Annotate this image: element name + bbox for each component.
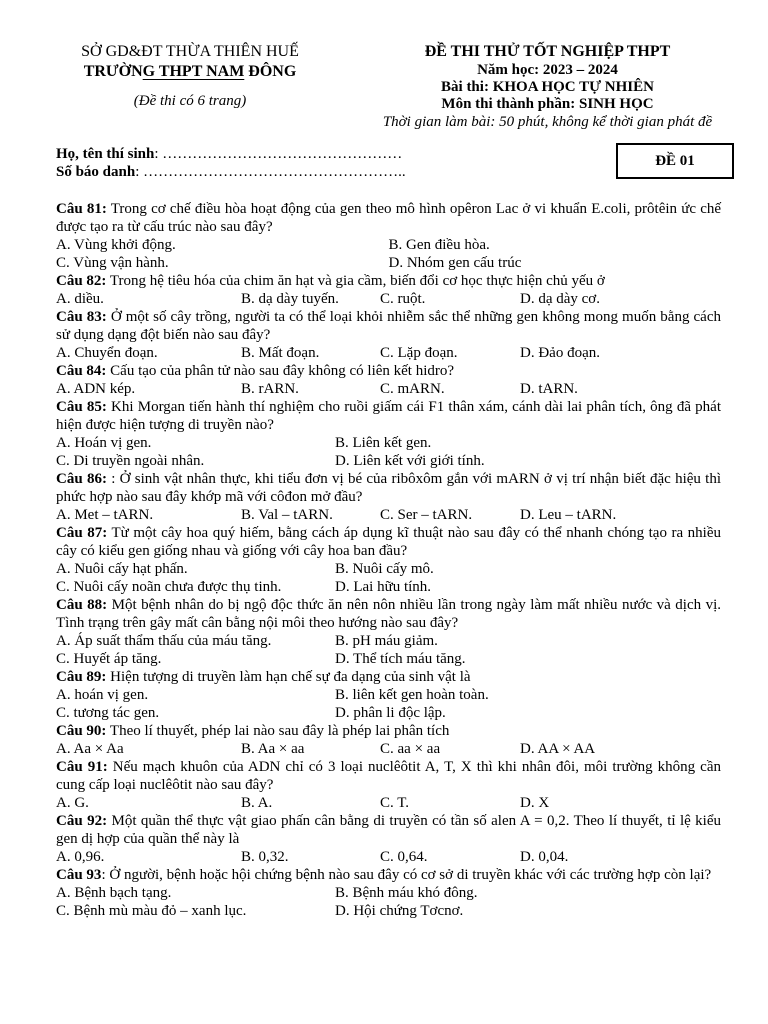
answer-option[interactable]: B. rARN. (241, 381, 299, 397)
question-text: Khi Morgan tiến hành thí nghiệm cho ruồi giấm cái F1 thân xám, cánh dài lai phân tích, ông đã phát hiện được hiện tượng di truyền nào? (56, 399, 721, 433)
question-text: Một quần thể thực vật giao phấn cân bằng di truyền có tần số alen A = 0,2. Theo lí thuyết, tỉ lệ kiểu gen dị hợp của quần thể này là (56, 813, 722, 847)
question-block (56, 866, 721, 920)
answer-option[interactable]: C. ruột. (380, 291, 426, 307)
question-stem (56, 524, 721, 560)
answer-option[interactable]: D. AA × AA (520, 741, 596, 757)
answer-option[interactable]: B. dạ dày tuyến. (241, 291, 339, 307)
answer-options (56, 794, 721, 812)
question-text: Ở một số cây trồng, người ta có thể loại khỏi nhiễm sắc thể những gen không mong muốn bằng cách sử dụng dạng đột biến nào sau đây? (56, 309, 722, 343)
answer-option[interactable]: B. pH máu giảm. (335, 633, 438, 649)
question-stem (56, 866, 721, 884)
answer-option[interactable]: B. liên kết gen hoàn toàn. (335, 687, 489, 703)
question-text: Trong cơ chế điều hòa hoạt động của gen theo mô hình opêron Lac ở vi khuẩn E.coli, prôtêin ức chế được tạo ra từ cấu trúc nào sau đây? (56, 201, 722, 235)
question-block (56, 308, 721, 362)
answer-option[interactable]: C. Vùng vận hành. (56, 255, 169, 271)
candidate-name-line (56, 145, 596, 163)
answer-option[interactable]: A. hoán vị gen. (56, 687, 149, 703)
answer-option[interactable]: C. Di truyền ngoài nhân. (56, 453, 205, 469)
answer-option[interactable]: D. Leu – tARN. (520, 507, 617, 523)
question-stem (56, 398, 721, 434)
question-number: Câu 90: (56, 723, 107, 739)
candidate-name-dots: : ………………………………………… (154, 146, 403, 162)
question-number: Câu 85: (56, 399, 107, 415)
answer-option[interactable]: B. Mất đoạn. (241, 345, 320, 361)
answer-option[interactable]: C. tương tác gen. (56, 705, 160, 721)
answer-option[interactable]: C. T. (380, 795, 410, 811)
question-block (56, 362, 721, 398)
answer-option[interactable]: A. Bệnh bạch tạng. (56, 885, 172, 901)
school-name-underlined: G THPT NAM (142, 63, 245, 80)
question-block (56, 722, 721, 758)
question-stem (56, 596, 721, 632)
answer-options (56, 236, 721, 272)
question-number: Câu 88: (56, 597, 108, 613)
answer-option[interactable]: D. X (520, 795, 550, 811)
question-stem (56, 362, 721, 380)
answer-option[interactable]: C. Huyết áp tăng. (56, 651, 162, 667)
question-text: Một bệnh nhân do bị ngộ độc thức ăn nên nôn nhiều lần trong ngày làm mất nhiều nước và dịch vị. Tình trạng trên gây mất cân bằng nội môi theo hướng nào sau đây? (56, 597, 721, 631)
answer-option[interactable]: B. Liên kết gen. (335, 435, 432, 451)
question-block (56, 200, 721, 272)
question-number: Câu 83: (56, 309, 107, 325)
answer-option[interactable]: A. Aa × Aa (56, 741, 124, 757)
answer-option[interactable]: D. Liên kết với giới tính. (335, 453, 485, 469)
question-stem (56, 470, 721, 506)
answer-option[interactable]: C. Nuôi cấy noãn chưa được thụ tinh. (56, 579, 282, 595)
answer-options (56, 740, 721, 758)
answer-options (56, 434, 721, 470)
question-block (56, 596, 721, 668)
question-stem (56, 668, 721, 686)
question-stem (56, 758, 721, 794)
subject-name: Môn thi thành phần: SINH HỌC (441, 96, 654, 112)
candidate-id-line (56, 163, 596, 181)
exam-header-right (350, 42, 745, 131)
answer-option[interactable]: D. Thể tích máu tăng. (335, 651, 466, 667)
answer-option[interactable]: D. 0,04. (520, 849, 569, 865)
answer-option[interactable]: C. mARN. (380, 381, 445, 397)
question-number: Câu 87: (56, 525, 108, 541)
question-text: Hiện tượng di truyền làm hạn chế sự đa dạng của sinh vật là (106, 669, 471, 685)
answer-option[interactable]: A. Vùng khởi động. (56, 237, 176, 253)
question-number: Câu 86: (56, 471, 107, 487)
answer-option[interactable]: B. Val – tARN. (241, 507, 333, 523)
answer-option[interactable]: A. G. (56, 795, 89, 811)
answer-option[interactable]: A. Met – tARN. (56, 507, 154, 523)
question-block (56, 758, 721, 812)
exam-header-left (40, 42, 340, 110)
question-block (56, 272, 721, 308)
answer-option[interactable]: D. Lai hữu tính. (335, 579, 432, 595)
question-block (56, 668, 721, 722)
answer-option[interactable]: D. dạ dày cơ. (520, 291, 600, 307)
answer-option[interactable]: C. Bệnh mù màu đỏ – xanh lục. (56, 903, 247, 919)
answer-option[interactable]: B. Gen điều hòa. (388, 237, 490, 253)
question-text: : Ở người, bệnh hoặc hội chứng bệnh nào sau đây có cơ sở di truyền khác với các trường hợp còn lại? (101, 867, 712, 883)
question-number: Câu 92: (56, 813, 108, 829)
answer-options (56, 848, 721, 866)
answer-option[interactable]: D. Đảo đoạn. (520, 345, 600, 361)
answer-option[interactable]: C. aa × aa (380, 741, 441, 757)
answer-options (56, 506, 721, 524)
answer-option[interactable]: A. Áp suất thẩm thấu của máu tăng. (56, 633, 272, 649)
candidate-id-label: Số báo danh (56, 164, 136, 180)
question-stem (56, 722, 721, 740)
question-list (56, 200, 721, 920)
answer-options (56, 884, 721, 920)
answer-option[interactable]: D. tARN. (520, 381, 578, 397)
answer-option[interactable]: D. phân li độc lập. (335, 705, 446, 721)
question-stem (56, 200, 721, 236)
question-text: Nếu mạch khuôn của ADN chỉ có 3 loại nuclêôtit A, T, X thì khi nhân đôi, môi trường không cần cung cấp loại nuclêôtit nào sau đây? (56, 759, 721, 793)
answer-option[interactable]: A. 0,96. (56, 849, 105, 865)
question-block (56, 470, 721, 524)
question-number: Câu 84: (56, 363, 107, 379)
subject-group: Bài thi: KHOA HỌC TỰ NHIÊN (441, 79, 654, 95)
answer-option[interactable]: B. A. (241, 795, 273, 811)
question-text: Từ một cây hoa quý hiếm, bằng cách áp dụng kĩ thuật nào sau đây có thể nhanh chóng tạo ra nhiều cây có kiểu gen giống nhau và giống với cây hoa ban đầu? (56, 525, 722, 559)
question-text: : Ở sinh vật nhân thực, khi tiểu đơn vị bé của ribôxôm gắn với mARN ở vị trí nhận biết đặc hiệu thì phức hợp nào sau đây khớp mã với côđon mở đầu? (56, 471, 722, 505)
answer-options (56, 632, 721, 668)
answer-option[interactable]: B. Aa × aa (241, 741, 305, 757)
school-name: TRƯỜNG THPT NAM ĐÔNG (83, 63, 297, 80)
answer-option[interactable]: D. Nhóm gen cấu trúc (388, 255, 522, 271)
question-block (56, 398, 721, 470)
exam-title: ĐỀ THI THỬ TỐT NGHIỆP THPT (424, 43, 671, 60)
answer-options (56, 560, 721, 596)
answer-options (56, 686, 721, 722)
school-year: Năm học: 2023 – 2024 (477, 62, 618, 78)
answer-options (56, 380, 721, 398)
question-text: Trong hệ tiêu hóa của chim ăn hạt và gia cầm, biến đổi cơ học thực hiện chủ yếu ở (106, 273, 605, 289)
answer-option[interactable]: D. Hội chứng Tơcnơ. (335, 903, 464, 919)
question-number: Câu 81: (56, 201, 107, 217)
question-number: Câu 82: (56, 273, 107, 289)
candidate-name-label: Họ, tên thí sinh (56, 146, 155, 162)
exam-code-box (616, 143, 734, 179)
department-name: SỞ GD&ĐT THỪA THIÊN HUẾ (81, 43, 299, 60)
answer-option[interactable]: C. Ser – tARN. (380, 507, 473, 523)
question-number: Câu 93 (56, 867, 102, 883)
question-text: Cấu tạo của phân tử nào sau đây không có liên kết hidro? (106, 363, 455, 379)
pages-note: (Đề thi có 6 trang) (133, 93, 247, 109)
question-number: Câu 91: (56, 759, 108, 775)
question-block (56, 812, 721, 866)
answer-option[interactable]: A. diều. (56, 291, 104, 307)
exam-duration: Thời gian làm bài: 50 phút, không kể thời gian phát đề (382, 114, 713, 130)
answer-option[interactable]: A. ADN kép. (56, 381, 136, 397)
question-stem (56, 308, 721, 344)
answer-option[interactable]: A. Chuyển đoạn. (56, 345, 158, 361)
answer-options (56, 344, 721, 362)
answer-option[interactable]: B. 0,32. (241, 849, 289, 865)
answer-option[interactable]: C. 0,64. (380, 849, 428, 865)
answer-option[interactable]: A. Hoán vị gen. (56, 435, 152, 451)
answer-option[interactable]: B. Nuôi cấy mô. (335, 561, 434, 577)
candidate-info (56, 145, 596, 181)
candidate-id-dots: : …………………………………………….. (135, 164, 406, 180)
question-number: Câu 89: (56, 669, 107, 685)
answer-options (56, 290, 721, 308)
question-stem (56, 272, 721, 290)
question-text: Theo lí thuyết, phép lai nào sau đây là phép lai phân tích (106, 723, 450, 739)
answer-option[interactable]: B. Bệnh máu khó đông. (335, 885, 478, 901)
question-stem (56, 812, 721, 848)
answer-option[interactable]: C. Lặp đoạn. (380, 345, 458, 361)
exam-code: ĐỀ 01 (655, 153, 695, 169)
question-block (56, 524, 721, 596)
answer-option[interactable]: A. Nuôi cấy hạt phấn. (56, 561, 188, 577)
